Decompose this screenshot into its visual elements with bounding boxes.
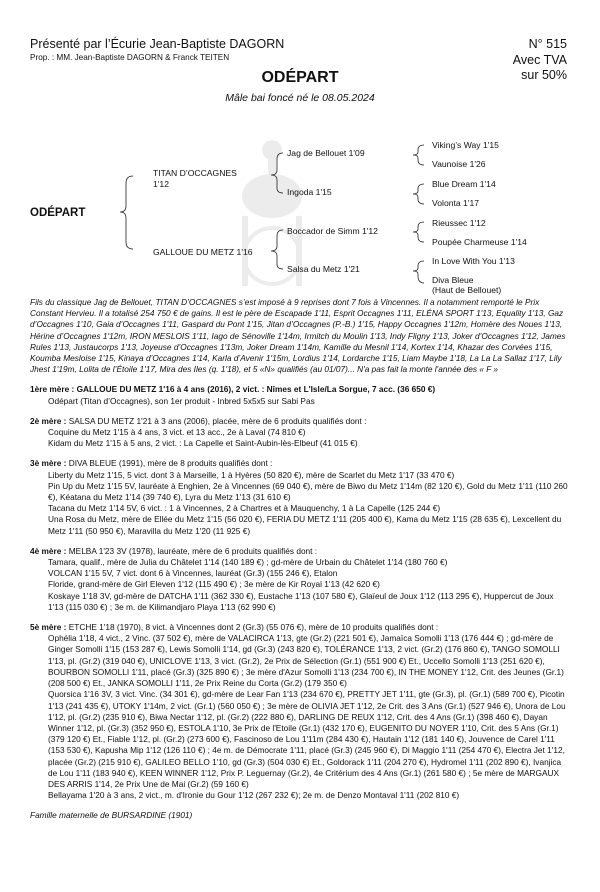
third-dam-heading: 3è mère : DIVA BLEUE (1991), mère de 8 produits qualifiés dont :: [30, 458, 273, 469]
maternal-family-footer: Famille maternelle de BURSARDINE (1901): [30, 810, 193, 821]
third-dam-produce: Liberty du Metz 1'15, 5 vict. dont 3 à Marseille, 1 à Hyères (50 820 €), mère de Scarlet du Metz 1'17 (33 470 €): [48, 469, 455, 480]
fifth-dam-produce: Bellayama 1'20 à 3 ans, 2 vict., m. d'Ironie du Gour 1'12 (267 232 €); 2e m. de Denzo Montaval 1'11 (202 810 €): [48, 790, 460, 801]
fifth-dam-heading: 5è mère : ETCHE 1'18 (1970), 8 vict. à Vincennes dont 2 (Gr.3) (55 076 €), mère de 10 produits qualifiés dont :: [30, 622, 439, 633]
sire-record: 1'12: [153, 179, 169, 189]
tva-label: Avec TVA: [512, 52, 567, 67]
pedigree-sire-sire: Jag de Bellouet 1'09: [287, 148, 365, 158]
third-dam-produce: Una Rosa du Metz, mère de Ellée du Metz 1'15 (56 020 €), FERIA DU METZ 1'11 (205 400 €), Kama du Metz 1'15 (28 635 €), Lexcellent du Metz 1'11 (50 950 €), Maravilla du Metz 1'20 (11 925 €): [48, 514, 562, 536]
third-dam-text: DIVA BLEUE (1991), mère de 8 produits qualifiés dont :: [68, 458, 273, 469]
pedigree-ssd: Vaunoise 1'26: [432, 159, 486, 169]
ddd-name: Diva Bleue: [432, 275, 474, 285]
tva-rate: sur 50%: [521, 68, 567, 82]
pedigree-sire: [153, 168, 237, 190]
pedigree-dss: Rieussec 1'12: [432, 218, 486, 228]
horse-description: Mâle bai foncé né le 08.05.2024: [225, 92, 375, 104]
first-dam-line: Odépart (Titan d’Occagnes), son 1er produit - Inbred 5x5x5 sur Sabi Pas: [48, 395, 315, 406]
owner-line: Prop. : MM. Jean-Baptiste DAGORN & Franck TEITEN: [30, 53, 230, 62]
pedigree-sds: Blue Dream 1'14: [432, 179, 496, 189]
pedigree-subject: ODÉPART: [30, 207, 86, 219]
pedigree-sss: Viking’s Way 1'15: [432, 140, 499, 150]
document-body: [30, 297, 568, 822]
fourth-dam-produce: Floride, grand-mère de Girl Eleven 1'12 (115 490 €) ; 3e mère de Kir Royal 1'13 (42 620 €): [48, 579, 380, 590]
third-dam-produce: Tacana du Metz 1'14 5V, 6 vict. : 1 à Vincennes, 2 à Chartres et à Mauquenchy, 1 à La Capelle (125 244 €): [48, 503, 441, 514]
fifth-dam-text: ETCHE 1'18 (1970), 8 vict. à Vincennes dont 2 (Gr.3) (55 076 €), mère de 10 produits qualifiés dont :: [68, 622, 439, 633]
pedigree-ddd: [432, 276, 501, 295]
pedigree-dsd: Poupée Charmeuse 1'14: [432, 237, 527, 247]
fourth-dam-produce: Koskaye 1'18 3V, gd-mère de DATCHA 1'11 (362 330 €), Eustache 1'13 (107 580 €), Glaïeul de Joux 1'12 (113 295 €), Huppercut de Joux 1'13 (115 030 €) ; 3e m. de Kilimandjaro Playa 1'13 (62 990 €): [48, 590, 554, 612]
fourth-dam-text: MELBA 1'23 3V (1978), lauréate, mère de 6 produits qualifiés dont :: [68, 545, 318, 556]
fourth-dam-produce: VOLCAN 1'15 5V, 7 vict. dont 6 à Vincennes, lauréat (Gr.3) (155 246 €), Etalon: [48, 568, 338, 579]
first-dam-text: GALLOUE DU METZ 1'16 à 4 ans (2016), 2 vict. : Nîmes et L'Isle/La Sorgue, 7 acc. (36 650 €): [76, 384, 436, 395]
second-dam-produce-2: Kidam du Metz 1'15 à 5 ans, 2 vict. : La Capelle et Saint-Aubin-lès-Elbeuf (41 015 €): [48, 438, 358, 449]
fifth-dam-produce: Ophélia 1'18, 4 vict., 2 Vinc. (37 502 €), mère de VALACIRCA 1'13, gte (Gr.2) (221 501 €), Jamaïca Somolli 1'13 (176 444 €) ; gd-mère de Ginger Somolli 1'15 (153 287 €), Lewis Somolli 1'14, gd (Gr.3) (243 820 €), TOLÉRANCE 1'13, 2 vict. (Gr.2) (176 860 €), TANGO SOMOLLI 1'13, pl. (Gr.2) (319 040 €), UNICLOVE 1'13, 3 vict. (Gr.2), 2e Prix de Sélection (Gr.1) (551 900 €) Et., Uccello Somolli 1'13 (251 620 €), BOURBON SOMOLLI 1'11, placé (Gr.3) (325 890 €) ; 3e mère d'Azur Somolli 1'13 (234 700 €), IN THE MONEY 1'12, Crit. des Jeunes (Gr.1) (208 500 €) Et., JANKA SOMOLLI 1'11, 2e Prix Reine du Corta (Gr.2) (179 350 €): [48, 633, 564, 689]
second-dam-heading: 2è mère : SALSA DU METZ 1'21 à 3 ans (2006), placée, mère de 6 produits qualifiés dont :: [30, 415, 367, 426]
ddd-sub: (Haut de Bellouet): [432, 284, 502, 295]
pedigree-dam-sire: Boccador de Simm 1'12: [287, 226, 378, 236]
fourth-dam-produce: Tamara, qualif., mère de Julia du Châtelet 1'14 (140 189 €) ; gd-mère de Urbain du Châtelet 1'14 (180 760 €): [48, 557, 448, 568]
pedigree-sdd: Volonta 1'17: [432, 198, 480, 208]
sire-intro: Fils du classique Jag de Bellouet, TITAN D’OCCAGNES s’est imposé à 9 reprises dont 7 fois à Vincennes. Il a notamment remporté le Prix Constant Hervieu. Il a totalisé 254 750 € de gains. Il est le père de Escapade 1'11, Esprit Occagnes 1'11, ELÉNA SPORT 1'13, Equality 1'13, Gaz d’Occagnes 1'10, Gaia d’Occagnes 1'11, Gaspard du Pont 1'15, Jitan d’Occagnes (P.-B.) 1'15, Happy Occagnes 1'12m, Homère des Noues 1'13, Hérine d’Occagnes 1'12m, IRON MESLOIS 1'11, Iago de Sénoville 1'14m, Irmitch du Moulin 1'13, Indy Fligny 1'13, Joker d’Occagnes 1'12, James Rules 1'13, Justaucorps 1'13, Joyeuse d’Occagnes 1'13m, Joker Dream 1'14m, Kamille du Mesnil 1'14, Kortex 1'14, Khazar des Corvées 1'15, Koumba Mesloise 1'15, Kinaya d’Occagnes 1'14, Karla d’Avenir 1'15m, Lordius 1'14, Lordarche 1'15, Liam Maybe 1'18, La La La Sallaz 1'17, Lily Jhest 1'19m, Lolita de l’Étoile 1'17, Mira des Iles (q. 1'18), et 5 «N» qualifiés (au 01/07)... N'a pas fait la monte l'année des « F »: [30, 297, 566, 375]
fourth-dam-heading: 4è mère : MELBA 1'23 3V (1978), lauréate, mère de 6 produits qualifiés dont :: [30, 545, 318, 556]
second-dam-text: SALSA DU METZ 1'21 à 3 ans (2006), placée, mère de 6 produits qualifiés dont :: [68, 415, 367, 426]
third-dam-produce: Pin Up du Metz 1'15 5V, lauréate à Enghien, 2e à Vincennes (69 040 €), mère de Biwo du Metz 1'14m (82 120 €), Gold du Metz 1'11 (110 260 €), Kéatana du Metz 1'14 (39 740 €), Lyra du Metz 1'13 (31 610 €): [48, 480, 568, 503]
pedigree-dam-dam: Salsa du Metz 1'21: [287, 264, 360, 274]
sire-name: TITAN D’OCCAGNES: [153, 168, 237, 178]
second-dam-produce-1: Coquine du Metz 1'15 à 4 ans, 3 vict. et 13 acc., 2e à Laval (74 810 €): [48, 427, 306, 438]
horse-name: ODÉPART: [261, 69, 339, 86]
lot-number: N° 515: [528, 37, 567, 51]
pedigree-dam: GALLOUE DU METZ 1'16: [153, 247, 253, 257]
pedigree-sire-dam: Ingoda 1'15: [287, 187, 332, 197]
pedigree-dds: In Love With You 1'13: [432, 256, 515, 266]
consignor-title: Présenté par l’Écurie Jean-Baptiste DAGORN: [30, 37, 285, 51]
fifth-dam-produce: Quorsica 1'16 3V, 3 vict. Vinc. (34 301 €), gd-mère de Lear Fan 1'13 (234 670 €), PRETTY JET 1'11, gte (Gr.3), pl. (Gr.1) (589 700 €), Picotin 1'13 (241 435 €), UTOKY 1'14m, 2 vict. (Gr.1) (560 050 €) ; 3e mère de OLIVIA JET 1'12, 2e Crit. des 3 Ans (Gr.1) (527 946 €), Unora de Lou 1'12, pl. (Gr.2) (235 910 €), Biwa Nectar 1'12, pl. (Gr.2) (222 880 €), DARLING DE REUX 1'12, Crit. des 4 Ans (Gr.1) (398 460 €), Dayan Winner 1'12, pl. (Gr.3) (352 950 €), ESTOLA 1'10, 3e Prix de l'Etoile (Gr.1) (432 170 €), EUGENITO DU NOYER 1'10, Crit. des 5 Ans (Gr.1) (379 120 €) Et., Fiable 1'12, pl. (Gr.2) (273 600 €), Fascinoso de Lou 1'11m (284 430 €), Hautain 1'12 (181 140 €), Jouvence de Carel 1'11 (153 530 €), Kapusha Mip 1'12 (126 110 €) ; 4e m. de Démocrate 1'11, placé (Gr.3) (245 960 €), Di Maggio 1'11 (254 470 €), Electra Jet 1'12, placée (Gr.2) (215 910 €), GALILEO BELLO 1'10, gd (Gr.3) (504 030 €) Et., Goldorack 1'11 (204 270 €), Hydromel 1'11 (202 890 €), Ivanjica de Lou 1'11 (183 940 €), KEEN WINNER 1'12, Prix P. Leguernay (Gr.2), 4e Critérium des 4 Ans (Gr.1) (261 580 €) ; 5e mère de MARGAUX DES ARRIS 1'14, 2e Prix Une de Mai (Gr.2) (59 160 €): [48, 689, 566, 789]
first-dam-heading: 1ère mère : GALLOUE DU METZ 1'16 à 4 ans (2016), 2 vict. : Nîmes et L'Isle/La Sorgue, 7 acc. (36 650 €): [30, 384, 436, 395]
